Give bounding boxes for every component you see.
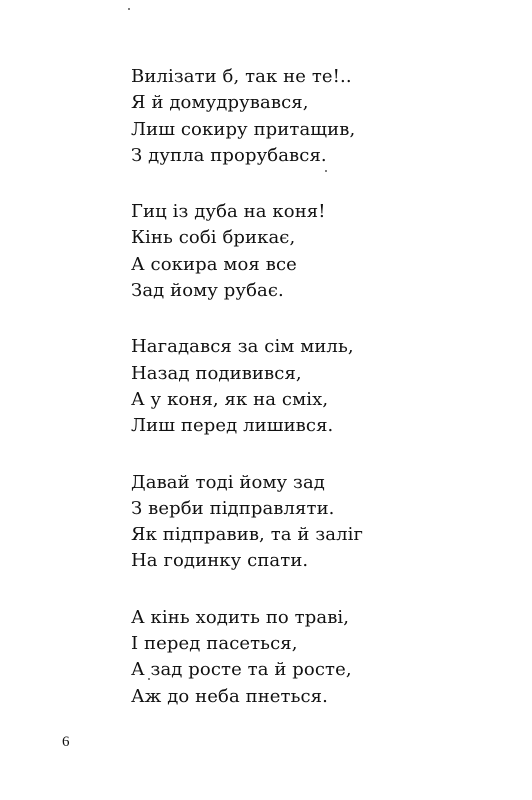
poem-line: З верби підправляти.	[131, 497, 335, 519]
poem	[131, 64, 491, 740]
poem-line: А кінь ходить по траві,	[131, 606, 350, 628]
stanza-4	[131, 470, 491, 575]
poem-line: Назад подивився,	[131, 362, 302, 384]
poem-line: А у коня, як на сміх,	[131, 388, 329, 410]
poem-line: Як підправив, та й заліг	[131, 524, 364, 546]
poem-line: Нагадався за сім миль,	[131, 336, 354, 358]
poem-line: А сокира моя все	[131, 253, 297, 275]
poem-line: Вилізати б, так не те!..	[131, 66, 352, 87]
poem-line: Зад йому рубає.	[131, 280, 284, 302]
poem-line: Я й домудрувався,	[131, 92, 309, 114]
stanza-3	[131, 334, 491, 439]
poem-line: І перед пасеться,	[131, 633, 298, 655]
poem-line: Лиш сокиру притащив,	[131, 118, 356, 140]
stanza-1	[131, 64, 491, 169]
poem-line: Гиц із дуба на коня!	[131, 201, 326, 223]
poem-line: З дупла прорубався.	[131, 144, 327, 166]
stanza-2	[131, 199, 491, 304]
poem-line: Давай тоді йому зад	[131, 471, 325, 493]
poem-line: На годинку спати.	[131, 550, 309, 572]
poem-line: Лиш перед лишився.	[131, 415, 334, 437]
page-number: 6	[62, 734, 70, 750]
poem-line: Кінь собі брикає,	[131, 227, 296, 249]
print-speck	[128, 8, 130, 10]
poem-line: Аж до неба пнеться.	[131, 685, 328, 707]
stanza-5	[131, 605, 491, 710]
poem-line: А зад росте та й росте,	[131, 659, 352, 681]
